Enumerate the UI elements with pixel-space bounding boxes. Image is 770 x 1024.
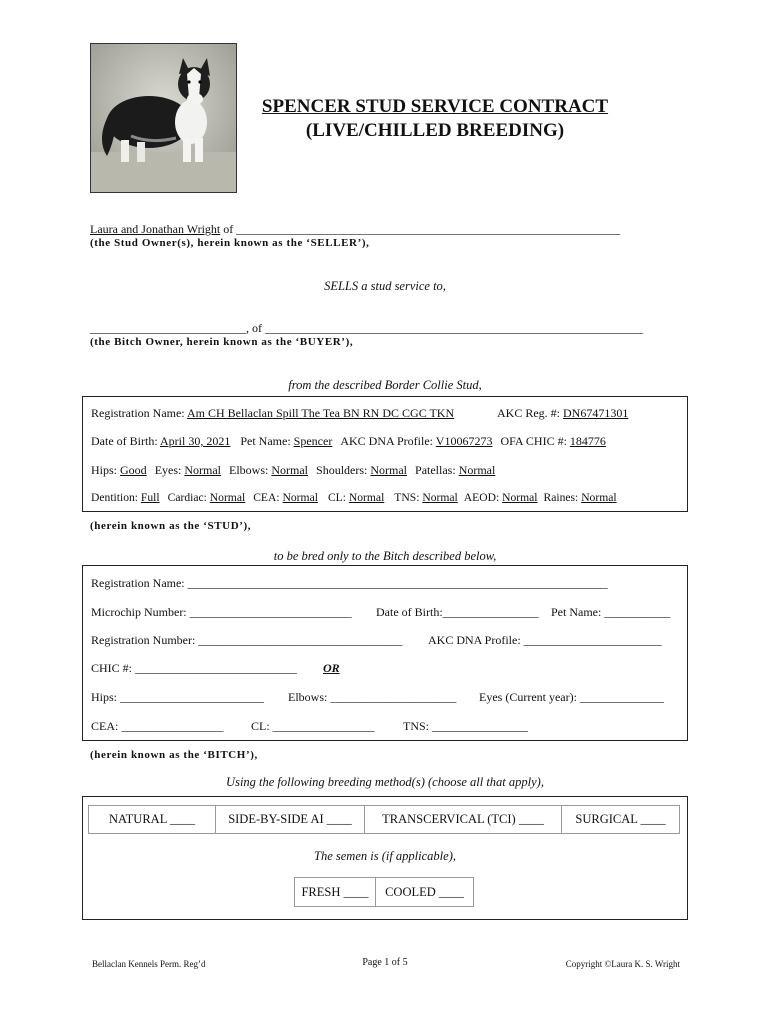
- from-text: from the described Border Collie Stud,: [288, 378, 482, 392]
- stud-tns-label: TNS:: [394, 491, 423, 504]
- stud-cea: Normal: [282, 491, 318, 504]
- stud-dentition: Full: [140, 491, 160, 504]
- bitch-eyes[interactable]: Eyes (Current year): ______________: [479, 690, 664, 704]
- seller-address-blank[interactable]: ________________________________________________________________: [236, 222, 621, 236]
- bitch-tns[interactable]: TNS: ________________: [403, 719, 529, 733]
- stud-dentition-label: Dentition:: [91, 491, 141, 504]
- seller-line: [90, 222, 620, 237]
- stud-raines-label: Raines:: [543, 491, 582, 504]
- buyer-line: [90, 321, 643, 336]
- stud-tns: Normal: [422, 491, 458, 504]
- stud-pet-name: Spencer: [293, 434, 333, 448]
- stud-pet-name-label: Pet Name:: [240, 434, 294, 448]
- stud-row-2: [91, 434, 606, 449]
- bitch-chic[interactable]: CHIC #: ___________________________: [91, 661, 298, 675]
- stud-eyes: Normal: [184, 463, 222, 477]
- footer-page: Page 1 of 5: [362, 957, 408, 968]
- semen-cooled[interactable]: COOLED ____: [375, 877, 474, 907]
- stud-aeod: Normal: [502, 491, 538, 504]
- title-line2: (LIVE/CHILLED BREEDING): [305, 120, 565, 141]
- stud-akc-reg: [497, 406, 628, 421]
- seller-names: Laura and Jonathan Wright: [90, 222, 221, 236]
- stud-cl-label: CL:: [327, 491, 349, 504]
- buyer-address-blank[interactable]: _______________________________________________________________: [265, 321, 643, 335]
- buyer-name-blank[interactable]: __________________________: [90, 321, 246, 335]
- method-transcervical[interactable]: TRANSCERVICAL (TCI) ____: [364, 805, 562, 834]
- stud-cl: Normal: [348, 491, 385, 504]
- stud-dob: April 30, 2021: [160, 434, 231, 448]
- method-surgical[interactable]: SURGICAL ____: [561, 805, 680, 834]
- method-natural[interactable]: NATURAL ____: [88, 805, 216, 834]
- stud-shoulders: Normal: [370, 463, 408, 477]
- stud-row-3: [91, 463, 495, 478]
- stud-row-1: [91, 406, 454, 421]
- bitch-akc-dna[interactable]: AKC DNA Profile: _______________________: [428, 633, 662, 647]
- stud-akc-reg-value: DN67471301: [563, 406, 629, 420]
- method-side-by-side-ai[interactable]: SIDE-BY-SIDE AI ____: [215, 805, 365, 834]
- bitch-box: [82, 565, 688, 741]
- stud-cea-label: CEA:: [253, 491, 283, 504]
- stud-akc-dna-label: AKC DNA Profile:: [340, 434, 436, 448]
- bitch-cea[interactable]: CEA: _________________: [91, 719, 224, 733]
- stud-dob-label: Date of Birth:: [91, 434, 160, 448]
- buyer-note: (the Bitch Owner, herein known as the ‘BUYER’),: [90, 336, 354, 348]
- bitch-note: (herein known as the ‘BITCH’),: [90, 749, 258, 761]
- stud-ofa-chic-label: OFA CHIC #:: [500, 434, 570, 448]
- footer-right: Copyright ©Laura K. S. Wright: [565, 959, 680, 969]
- stud-note: (herein known as the ‘STUD’),: [90, 520, 252, 532]
- stud-cardiac-label: Cardiac:: [167, 491, 210, 504]
- stud-reg-name: Am CH Bellaclan Spill The Tea BN RN DC CGC TKN: [186, 406, 455, 420]
- title-line1: SPENCER STUD SERVICE CONTRACT: [261, 96, 609, 117]
- bred-text: to be bred only to the Bitch described below,: [273, 549, 497, 563]
- bitch-dob[interactable]: Date of Birth:________________: [376, 605, 539, 619]
- sells-text: SELLS a stud service to,: [324, 279, 446, 293]
- stud-hips: Good: [120, 463, 147, 477]
- seller-note: (the Stud Owner(s), herein known as the ‘SELLER’),: [90, 237, 370, 249]
- stud-patellas-label: Patellas:: [415, 463, 459, 477]
- stud-patellas: Normal: [458, 463, 496, 477]
- stud-shoulders-label: Shoulders:: [316, 463, 371, 477]
- stud-raines: Normal: [581, 491, 617, 504]
- bitch-or: OR: [323, 661, 340, 675]
- stud-cardiac: Normal: [209, 491, 246, 504]
- bitch-elbows[interactable]: Elbows: _____________________: [288, 690, 457, 704]
- stud-aeod-label: AEOD:: [463, 491, 503, 504]
- stud-eyes-label: Eyes:: [154, 463, 185, 477]
- stud-elbows-label: Elbows:: [229, 463, 272, 477]
- stud-row-4: [91, 491, 617, 504]
- bitch-pet-name[interactable]: Pet Name: ___________: [551, 605, 671, 619]
- buyer-of: , of: [246, 321, 265, 335]
- semen-fresh[interactable]: FRESH ____: [294, 877, 376, 907]
- bitch-cl[interactable]: CL: _________________: [251, 719, 375, 733]
- stud-hips-label: Hips:: [91, 463, 121, 477]
- contract-title: [200, 96, 670, 142]
- stud-akc-reg-label: AKC Reg. #:: [497, 406, 563, 420]
- stud-akc-dna: V10067273: [435, 434, 493, 448]
- stud-ofa-chic: 184776: [569, 434, 606, 448]
- semen-text: The semen is (if applicable),: [314, 849, 456, 863]
- bitch-hips[interactable]: Hips: ________________________: [91, 690, 265, 704]
- footer-left: Bellaclan Kennels Perm. Reg’d: [92, 959, 206, 969]
- method-text: Using the following breeding method(s) (choose all that apply),: [226, 775, 544, 789]
- bitch-reg-number[interactable]: Registration Number: __________________________________: [91, 633, 403, 647]
- bitch-microchip[interactable]: Microchip Number: ___________________________: [91, 605, 352, 619]
- bitch-reg-name[interactable]: Registration Name: ______________________________________________________________________: [91, 576, 608, 590]
- stud-reg-name-label: Registration Name:: [91, 406, 187, 420]
- stud-elbows: Normal: [271, 463, 309, 477]
- seller-of: of: [220, 222, 237, 236]
